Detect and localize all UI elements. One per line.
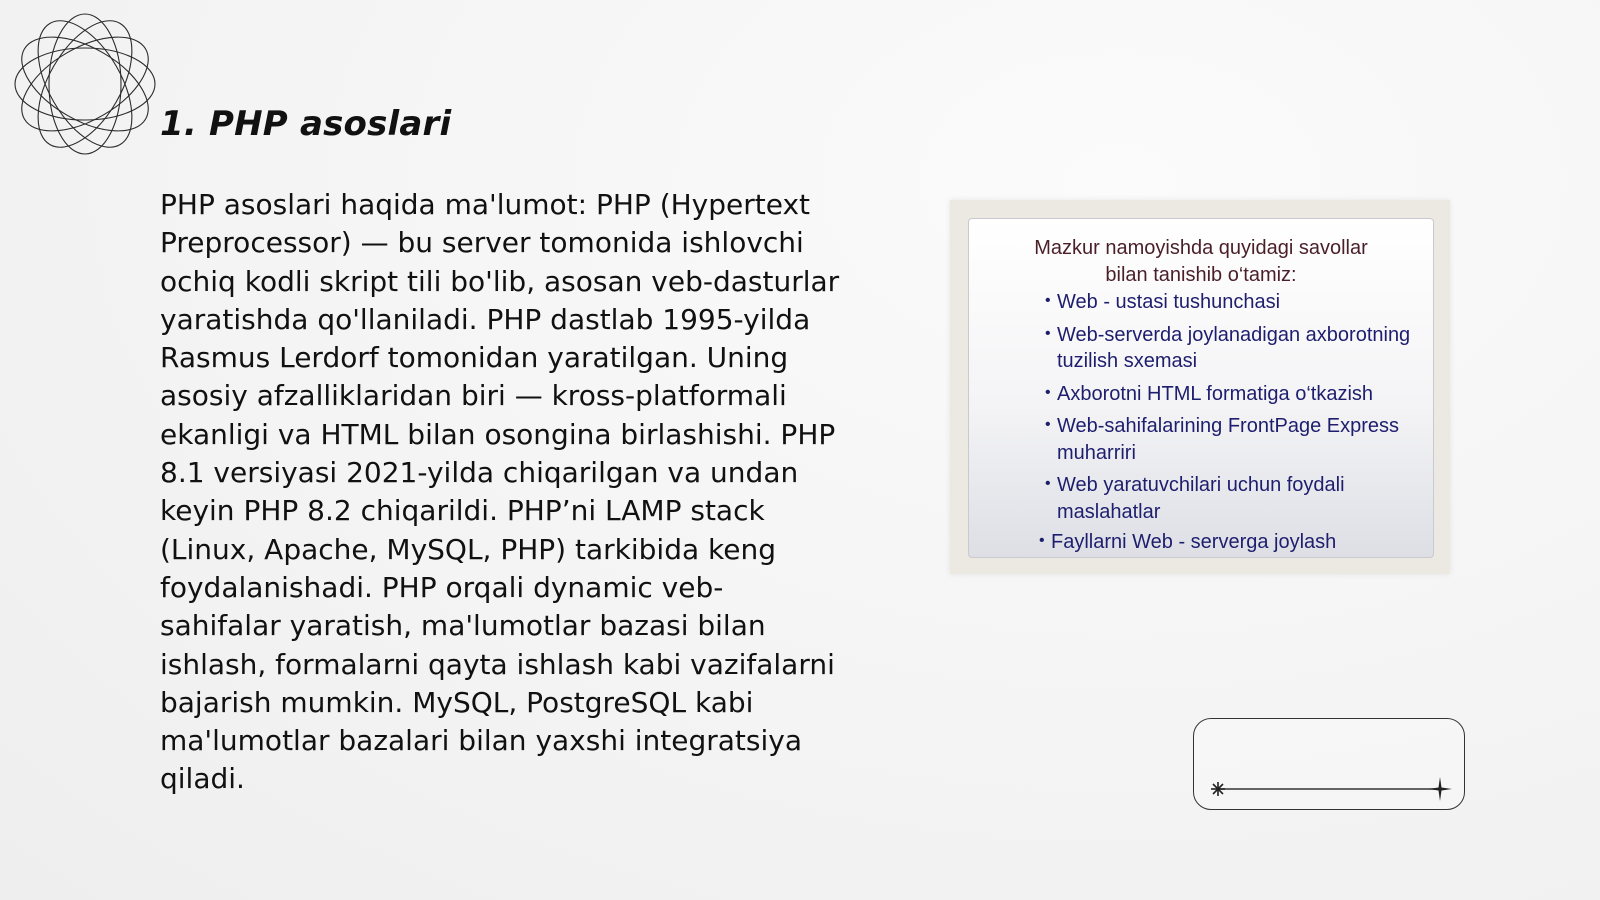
bullet-icon: • xyxy=(1045,292,1051,309)
decorative-line xyxy=(1194,719,1466,811)
bullet-icon: • xyxy=(1045,475,1051,492)
list-item: • Web yaratuvchilari uchun foydali maslahatlar xyxy=(1045,472,1425,525)
sparkle-icon xyxy=(1428,777,1452,801)
embedded-slide-image xyxy=(950,200,1450,574)
bullet-icon: • xyxy=(1045,416,1051,433)
embedded-slide-panel xyxy=(968,218,1434,558)
heading-line-1: Mazkur namoyishda quyidagi savollar xyxy=(1034,237,1368,259)
bullet-icon: • xyxy=(1045,324,1051,342)
bullet-icon: • xyxy=(1045,383,1051,401)
embedded-slide-heading xyxy=(969,235,1433,289)
embedded-slide-list xyxy=(1039,289,1425,562)
list-item: • Web - ustasi tushunchasi xyxy=(1045,289,1425,316)
list-item: • Web-sahifalarining FrontPage Express muharriri xyxy=(1045,413,1425,466)
bullet-icon: • xyxy=(1039,532,1045,549)
list-item: • Web-serverda joylanadigan axborotning tuzilish sxemasi xyxy=(1045,322,1425,375)
slide-title: 1. PHP asoslari xyxy=(160,104,452,144)
star-burst-icon xyxy=(1211,782,1225,796)
heading-line-2: bilan tanishib o‘tamiz: xyxy=(1105,264,1297,286)
list-item: • Fayllarni Web - serverga joylash xyxy=(1039,529,1425,556)
decorative-card xyxy=(1193,718,1465,810)
list-item: • Axborotni HTML formatiga o‘tkazish xyxy=(1045,381,1425,408)
circle-ornament-icon xyxy=(10,10,160,158)
body-paragraph: PHP asoslari haqida ma'lumot: PHP (Hypertext Preprocessor) — bu server tomonida ishlovchi ochiq kodli skript tili bo'lib, asosan veb-dasturlar yaratishda qo'llaniladi. PHP dastlab 1995-yilda Rasmus Lerdorf tomonidan yaratilgan. Uning asosiy afzalliklaridan biri — kross-platformali ekanligi va HTML bilan osongina birlashishi. PHP 8.1 versiyasi 2021-yilda chiqarilgan va undan keyin PHP 8.2 chiqarildi. PHP’ni LAMP stack (Linux, Apache, MySQL, PHP) tarkibida keng foydalanishadi. PHP orqali dynamic veb-sahifalar yaratish, ma'lumotlar bazasi bilan ishlash, formalarni qayta ishlash kabi vazifalarni bajarish mumkin. MySQL, PostgreSQL kabi ma'lumotlar bazalari bilan yaxshi integratsiya qiladi. xyxy=(160,188,840,796)
